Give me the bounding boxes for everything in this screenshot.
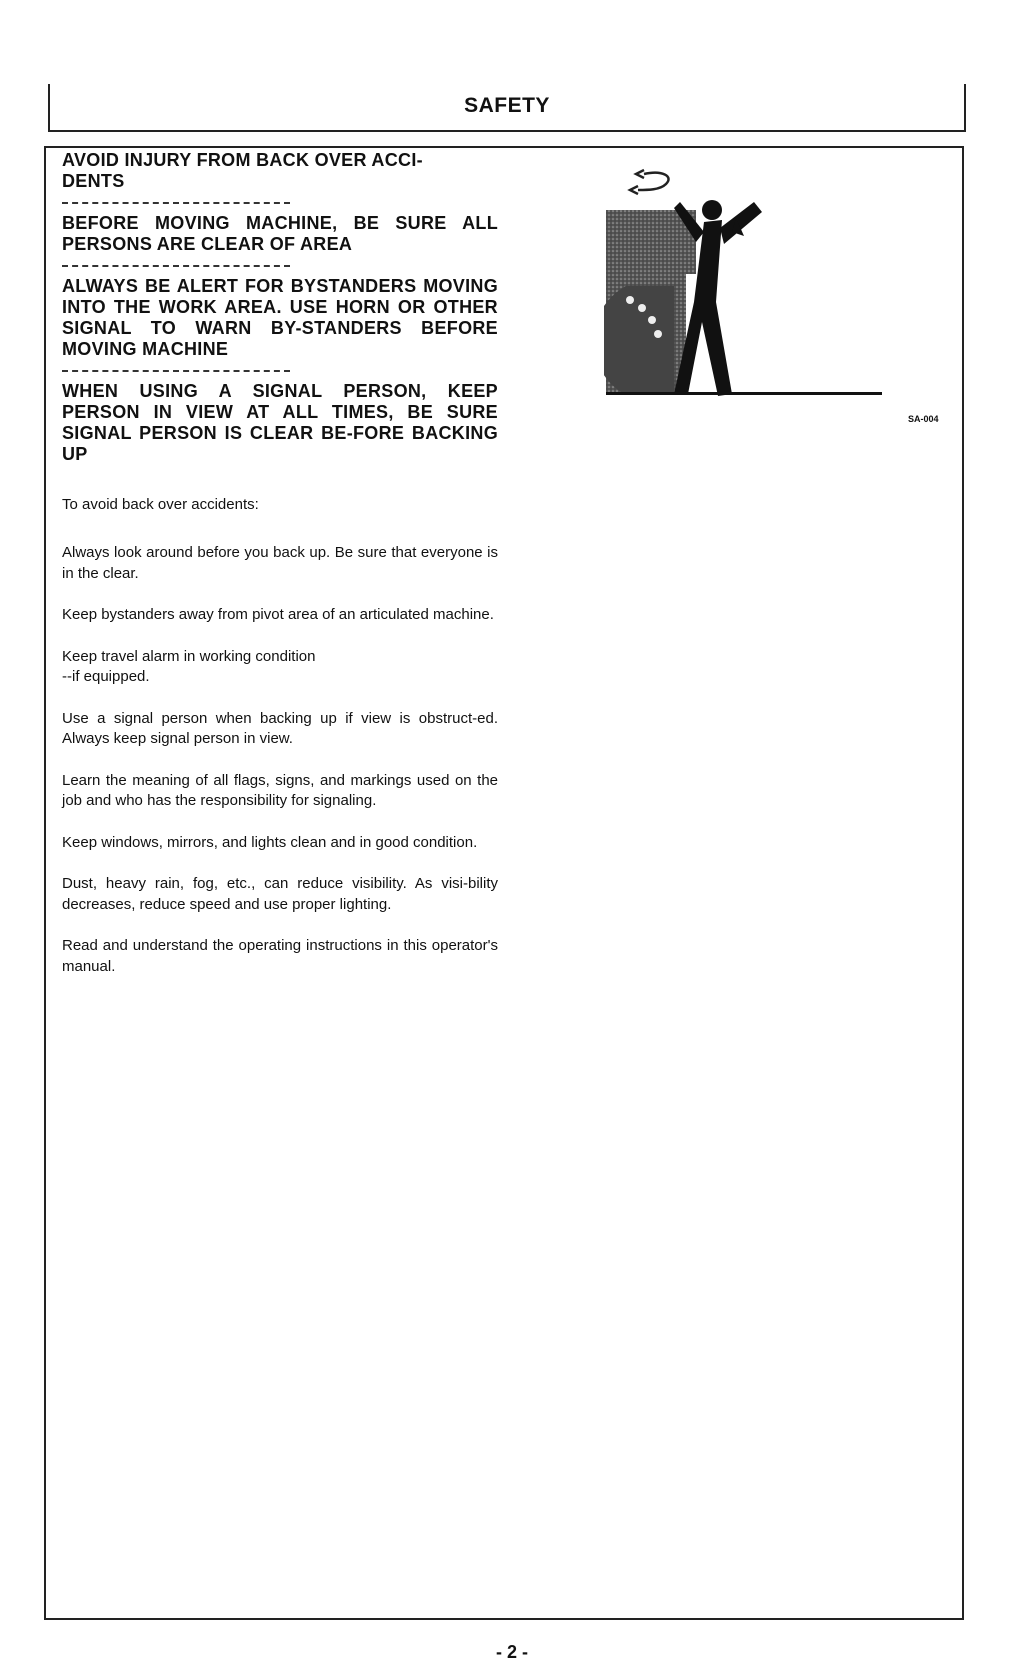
paragraph: Dust, heavy rain, fog, etc., can reduce visibility. As visi-bility decreases, reduce speed and use proper lighting. (62, 875, 498, 913)
page-number: - 2 - (495, 1642, 528, 1662)
page-title: SAFETY (464, 94, 550, 117)
reverse-arrow-icon (638, 173, 669, 190)
paragraph: Read and understand the operating instructions in this operator's manual. (62, 937, 498, 975)
ground-line (606, 392, 882, 395)
paragraph: Keep bystanders away from pivot area of an articulated machine. (62, 606, 494, 623)
heading-bystanders: ALWAYS BE ALERT FOR BYSTANDERS MOVING INTO THE WORK AREA. USE HORN OR OTHER SIGNAL TO WARN BY-STANDERS BEFORE MOVING MACHINE (62, 276, 498, 359)
back-over-warning-illustration (604, 162, 884, 402)
dashed-divider (62, 202, 290, 204)
paragraph: Keep windows, mirrors, and lights clean and in good condition. (62, 833, 478, 851)
dashed-divider (62, 265, 290, 267)
wheel-shape (604, 286, 674, 394)
paragraph: Learn the meaning of all flags, signs, and markings used on the job and who has the responsibility for signaling. (62, 771, 498, 809)
heading-signal-person: WHEN USING A SIGNAL PERSON, KEEP PERSON IN VIEW AT ALL TIMES, BE SURE SIGNAL PERSON IS CLEAR BE-FORE BACKING UP (62, 381, 498, 464)
paragraph: Keep travel alarm in working condition --if equipped. (62, 647, 316, 685)
intro-text: To avoid back over accidents: (62, 496, 259, 513)
figure-code: SA-004 (908, 414, 939, 424)
paragraph: Use a signal person when backing up if view is obstruct-ed. Always keep signal person in view. (62, 709, 498, 747)
heading-main: AVOID INJURY FROM BACK OVER ACCI- DENTS (62, 150, 423, 191)
dashed-divider (62, 370, 290, 372)
paragraph: Always look around before you back up. Be sure that everyone is in the clear. (62, 544, 498, 582)
heading-clear-area: BEFORE MOVING MACHINE, BE SURE ALL PERSONS ARE CLEAR OF AREA (62, 213, 498, 254)
text-column (62, 150, 498, 998)
page-header (48, 84, 966, 132)
